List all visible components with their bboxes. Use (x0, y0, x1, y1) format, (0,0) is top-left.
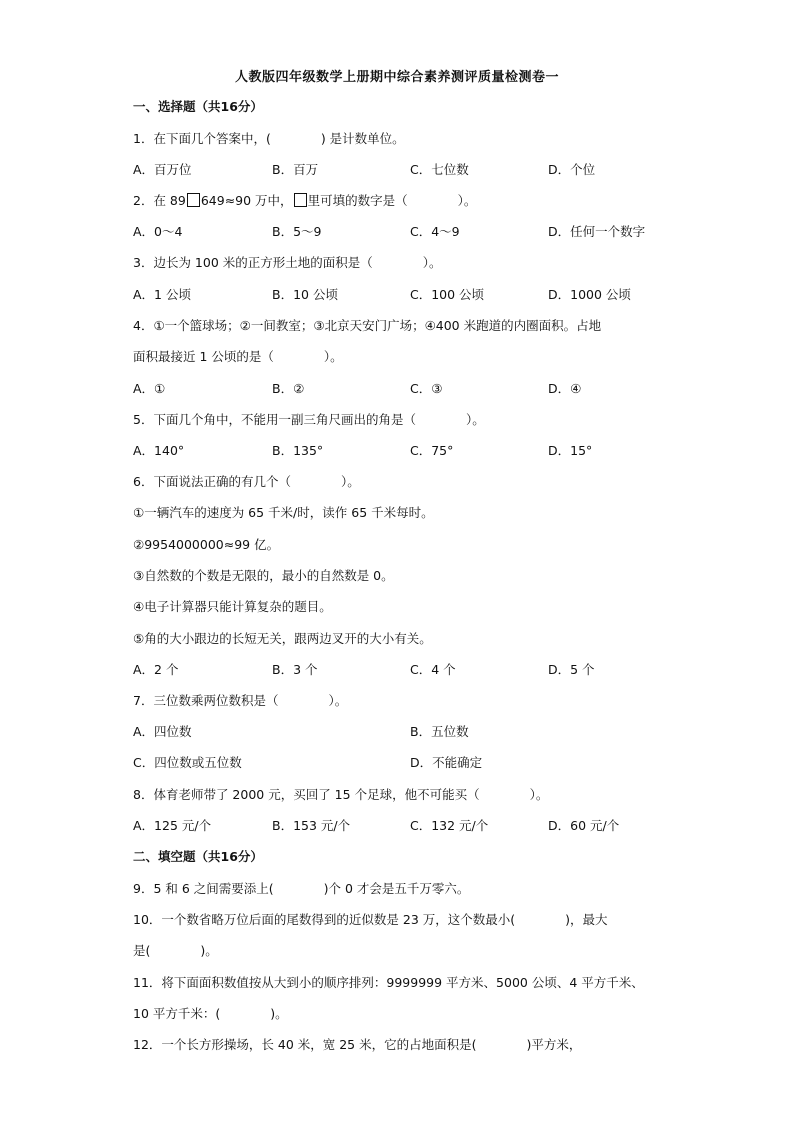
q4-option-b: B．② (272, 381, 305, 396)
q6-option-b: B．3 个 (272, 662, 318, 677)
q7-option-b: B．五位数 (410, 724, 469, 739)
q1-option-b: B．百万 (272, 162, 319, 177)
question-8: 8．体育老师带了 2000 元，买回了 15 个足球，他不可能买（ ）。 (133, 787, 549, 802)
q2-stem-part-a: 2．在 89 (133, 193, 186, 208)
q2-option-c: C．4～9 (410, 224, 460, 239)
q6-statement-3: ③自然数的个数是无限的，最小的自然数是 0。 (133, 568, 394, 583)
section-heading-fill: 二、填空题（共16分） (133, 849, 263, 864)
question-10-line-2: 是( )。 (133, 943, 218, 958)
question-3: 3．边长为 100 米的正方形土地的面积是（ ）。 (133, 255, 442, 270)
q6-statement-1: ①一辆汽车的速度为 65 千米/时，读作 65 千米每时。 (133, 505, 434, 520)
q4-option-c: C．③ (410, 381, 443, 396)
q1-option-c: C．七位数 (410, 162, 469, 177)
q1-option-d: D．个位 (548, 162, 596, 177)
q2-stem-part-c: 里可填的数字是（ ）。 (307, 193, 477, 208)
q3-option-a: A．1 公顷 (133, 287, 191, 302)
q6-option-a: A．2 个 (133, 662, 179, 677)
q6-option-d: D．5 个 (548, 662, 595, 677)
q7-option-d: D．不能确定 (410, 755, 483, 770)
question-4-line-2: 面积最接近 1 公顷的是（ ）。 (133, 349, 343, 364)
q8-option-a: A．125 元/个 (133, 818, 212, 833)
blank-box-icon (187, 193, 200, 207)
question-11-line-1: 11．将下面面积数值按从大到小的顺序排列：9999999 平方米、5000 公顷、4 平方千米、 (133, 975, 644, 990)
page-title: 人教版四年级数学上册期中综合素养测评质量检测卷一 (234, 70, 559, 85)
q7-option-a: A．四位数 (133, 724, 192, 739)
q6-option-c: C．4 个 (410, 662, 456, 677)
question-5: 5．下面几个角中，不能用一副三角尺画出的角是（ ）。 (133, 412, 485, 427)
q2-option-d: D．任何一个数字 (548, 224, 646, 239)
q6-statement-2: ②9954000000≈99 亿。 (133, 537, 280, 552)
q5-option-c: C．75° (410, 443, 454, 458)
question-12: 12．一个长方形操场，长 40 米，宽 25 米，它的占地面积是( )平方米， (133, 1037, 582, 1052)
q4-option-a: A．① (133, 381, 166, 396)
q5-option-a: A．140° (133, 443, 185, 458)
blank-box-icon (294, 193, 307, 207)
q3-option-d: D．1000 公顷 (548, 287, 631, 302)
q7-option-c: C．四位数或五位数 (133, 755, 242, 770)
question-1: 1．在下面几个答案中，( ) 是计数单位。 (133, 131, 405, 146)
q1-option-a: A．百万位 (133, 162, 192, 177)
q2-stem-part-b: 649≈90 万中， (200, 193, 293, 208)
question-2 (133, 193, 476, 209)
question-6: 6．下面说法正确的有几个（ ）。 (133, 474, 360, 489)
q8-option-d: D．60 元/个 (548, 818, 620, 833)
q2-option-b: B．5～9 (272, 224, 322, 239)
question-9: 9．5 和 6 之间需要添上( )个 0 才会是五千万零六。 (133, 881, 470, 896)
q3-option-b: B．10 公顷 (272, 287, 338, 302)
question-11-line-2: 10 平方千米：( )。 (133, 1006, 288, 1021)
q8-option-c: C．132 元/个 (410, 818, 489, 833)
q5-option-d: D．15° (548, 443, 593, 458)
q2-option-a: A．0～4 (133, 224, 183, 239)
q8-option-b: B．153 元/个 (272, 818, 351, 833)
q5-option-b: B．135° (272, 443, 324, 458)
question-4-line-1: 4．①一个篮球场；②一间教室；③北京天安门广场；④400 米跑道的内圈面积。占地 (133, 318, 602, 333)
question-7: 7．三位数乘两位数积是（ ）。 (133, 693, 348, 708)
q6-statement-4: ④电子计算器只能计算复杂的题目。 (133, 599, 332, 614)
q6-statement-5: ⑤角的大小跟边的长短无关，跟两边叉开的大小有关。 (133, 631, 432, 646)
question-10-line-1: 10．一个数省略万位后面的尾数得到的近似数是 23 万，这个数最小( )，最大 (133, 912, 608, 927)
q4-option-d: D．④ (548, 381, 582, 396)
q3-option-c: C．100 公顷 (410, 287, 485, 302)
section-heading-choice: 一、选择题（共16分） (133, 99, 263, 114)
